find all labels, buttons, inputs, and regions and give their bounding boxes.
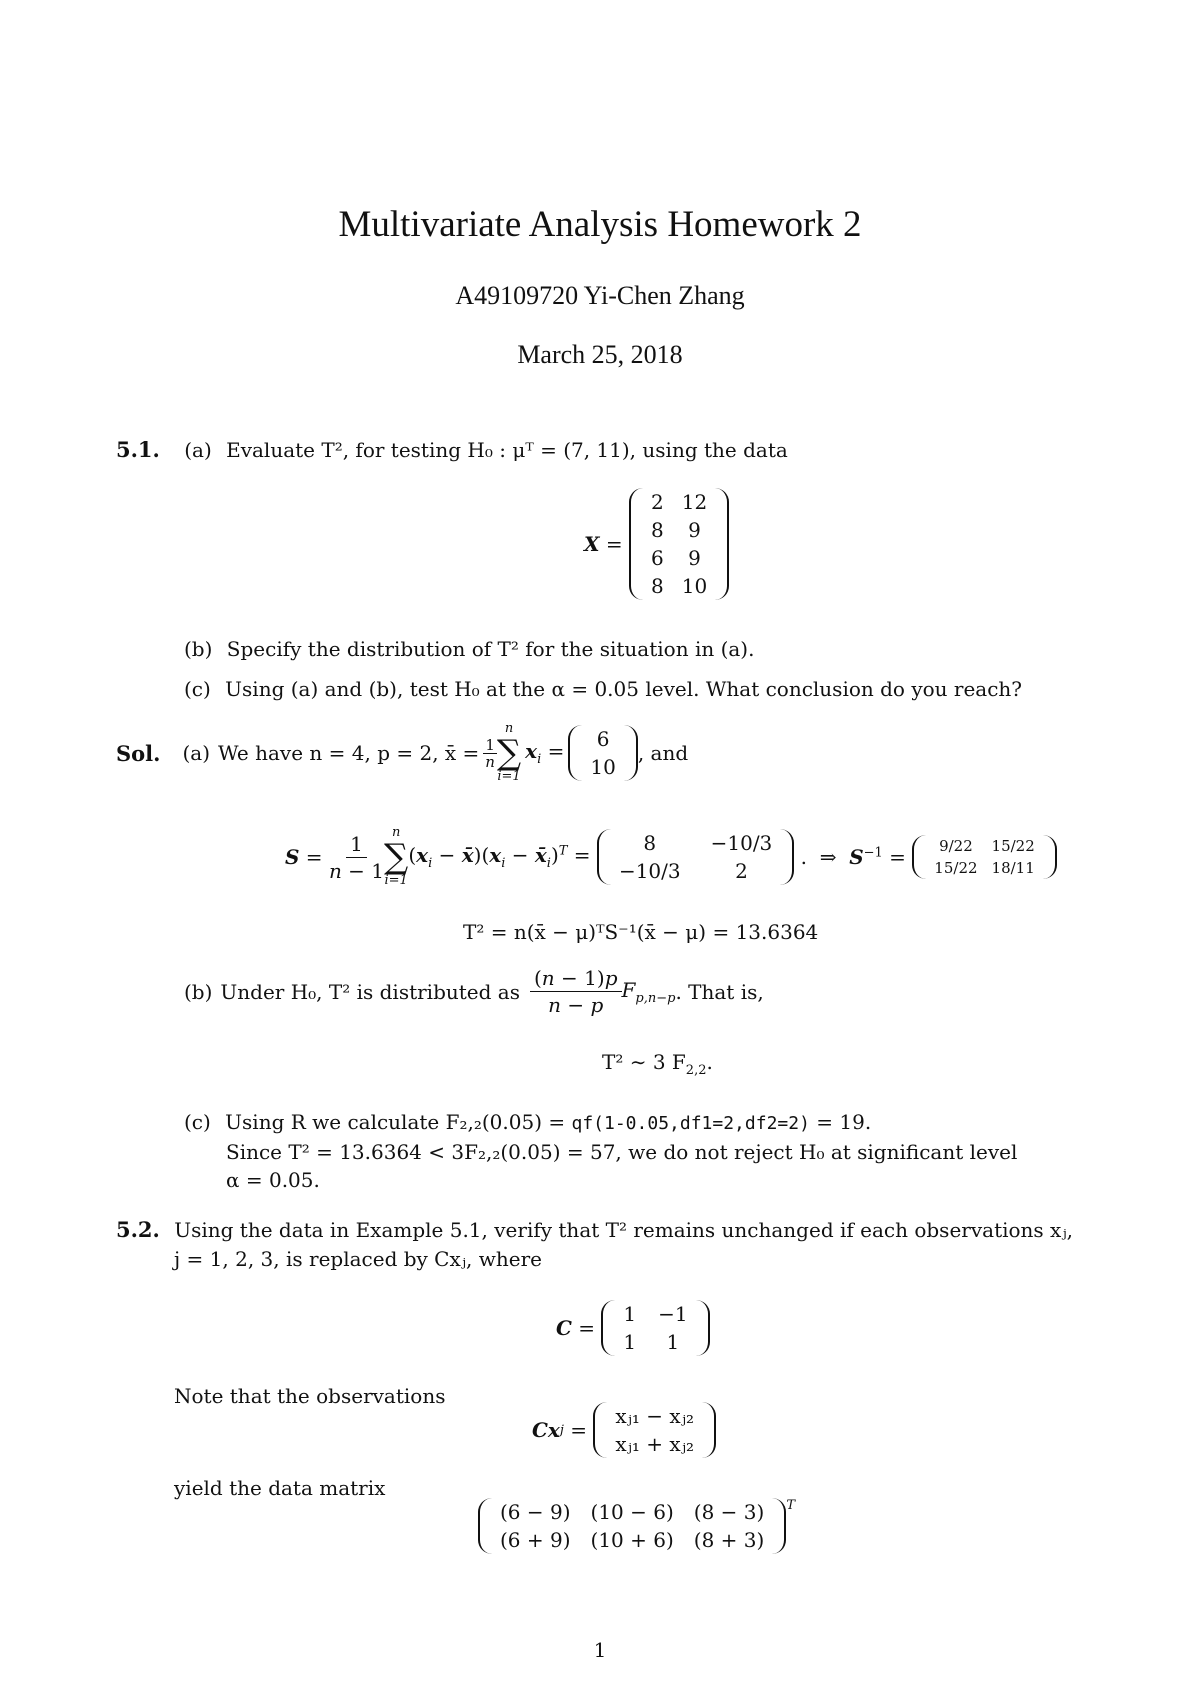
problem-5-1-b	[184, 637, 754, 661]
solution-c-line3: α = 0.05.	[226, 1168, 320, 1192]
problem-label: 5.2.	[116, 1217, 160, 1242]
item-label: (a)	[182, 741, 210, 765]
item-label: (c)	[184, 677, 211, 701]
problem-5-2-line2: j = 1, 2, 3, is replaced by Cxⱼ, where	[174, 1247, 542, 1271]
problem-5-1-header	[116, 437, 788, 462]
solution-c-line1: (c) Using R we calculate F₂,₂(0.05) = qf(1-0.05,df1=2,df2=2) = 19.	[184, 1110, 872, 1134]
data-matrix-x: X = 2 12 8 9 6 9 8 10	[584, 488, 729, 600]
problem-text: Evaluate T², for testing H₀ : μᵀ = (7, 11), using the data	[226, 438, 788, 462]
solution-a-line: Sol. (a) We have n = 4, p = 2, x̄ = $\frac{1}{n}$ n ∑ i=1 $x_i$ = 6 10 , and	[116, 721, 689, 784]
covariance-equation: S = 1 n − 1 n ∑ i=1 ($x_i$ − $x̄)(x_i$ − $x̄_i)^T$ = 8 −10/3 −10/3 2 . ⇒ $S^{-1}$ = 9/22 15/22 15/22 18/11	[285, 826, 1057, 888]
solution-c-line2: Since T² = 13.6364 < 3F₂,₂(0.05) = 57, we do not reject H₀ at significant level	[226, 1140, 1018, 1164]
cx-vector: Cx j = xⱼ₁ − xⱼ₂ xⱼ₁ + xⱼ₂	[532, 1402, 716, 1458]
page-title: Multivariate Analysis Homework 2	[338, 204, 862, 245]
page-number: 1	[593, 1638, 607, 1662]
author-line: A49109720 Yi-Chen Zhang	[455, 281, 745, 310]
problem-label: 5.1.	[116, 437, 160, 462]
date-line: March 25, 2018	[517, 340, 683, 369]
t2-distribution: T² ∼ 3 $F_{2,2}$.	[602, 1050, 713, 1078]
yield-text: yield the data matrix	[174, 1476, 386, 1500]
problem-text: Using (a) and (b), test H₀ at the α = 0.05 level. What conclusion do you reach?	[225, 677, 1023, 701]
item-label: (b)	[184, 979, 213, 1004]
solution-b-line: (b) Under H₀, T² is distributed as (n − 1)p n − p $F_{p,n-p}$ . That is,	[184, 966, 764, 1017]
note-text: Note that the observations	[174, 1384, 446, 1408]
problem-text: Specify the distribution of T² for the situation in (a).	[226, 637, 755, 661]
solution-label: Sol.	[116, 740, 161, 766]
problem-5-2-line1: 5.2. Using the data in Example 5.1, verify that T² remains unchanged if each observations xⱼ,	[116, 1217, 1073, 1242]
transformed-data-matrix: (6 − 9) (10 − 6) (8 − 3) (6 + 9) (10 + 6) (8 + 3) $^T$	[478, 1498, 795, 1554]
item-label: (a)	[184, 438, 212, 462]
item-label: (b)	[184, 637, 213, 661]
matrix-c: C = 1 −1 1 1	[556, 1300, 710, 1356]
r-code: qf(1-0.05,df1=2,df2=2)	[571, 1113, 810, 1134]
t2-statistic: T² = n(x̄ − μ)ᵀS⁻¹(x̄ − μ) = 13.6364	[463, 920, 819, 944]
item-label: (c)	[184, 1110, 211, 1134]
problem-5-1-c	[184, 677, 1022, 701]
